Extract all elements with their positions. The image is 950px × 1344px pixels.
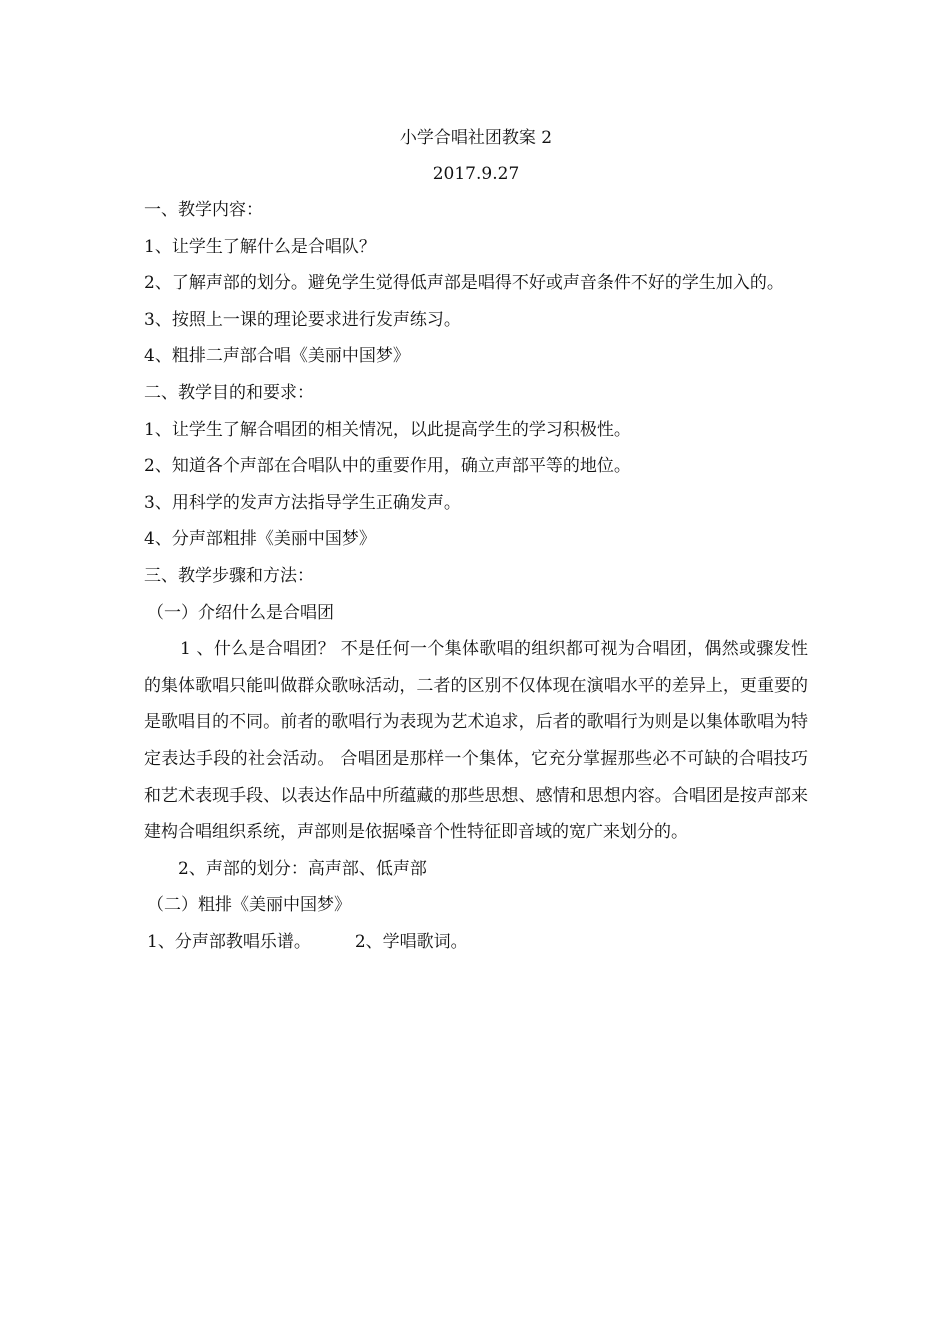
content-item-1: 1、让学生了解什么是合唱队？ [144, 236, 376, 257]
section-heading-steps: 三、教学步骤和方法： [144, 565, 314, 586]
goal-item-2: 2、知道各个声部在合唱队中的重要作用，确立声部平等的地位。 [144, 456, 631, 477]
step-part2-item2: 2、学唱歌词。 [354, 931, 468, 952]
step-part2-items [147, 924, 808, 961]
goal-item-1: 1、让学生了解合唱团的相关情况，以此提高学生的学习积极性。 [144, 419, 631, 440]
step-part2-heading: （二）粗排《美丽中国梦》 [147, 895, 351, 916]
goal-item-3: 3、用科学的发声方法指导学生正确发声。 [144, 492, 461, 513]
goal-item-4: 4、分声部粗排《美丽中国梦》 [144, 529, 376, 550]
section-heading-content: 一、教学内容： [144, 200, 263, 220]
document-body [144, 120, 808, 960]
document-title: 小学合唱社团教案 2 [399, 128, 553, 148]
document-date: 2017.9.27 [432, 164, 520, 184]
content-item-2: 2、了解声部的划分。避免学生觉得低声部是唱得不好或声音条件不好的学生加入的。 [144, 273, 784, 294]
section-heading-goals: 二、教学目的和要求： [144, 382, 314, 403]
step-part1-paragraph: 1 、什么是合唱团？ 不是任何一个集体歌唱的组织都可视为合唱团，偶然或骤发性的集体歌唱只能叫做群众歌咏活动，二者的区别不仅体现在演唱水平的差异上，更重要的是歌唱目的不同。前者的歌唱行为表现为艺术追求，后者的歌唱行为则是以集体歌唱为特定表达手段的社会活动。 合唱团是那样一个集体，它充分掌握那些必不可缺的合唱技巧和艺术表现手段、以表达作品中所蕴藏的那些思想、感情和思想内容。合唱团是按声部来建构合唱组织系统，声部则是依据嗓音个性特征即音域的宽广来划分的。 [144, 639, 808, 843]
step-part2-item1: 1、分声部教唱乐谱。 [147, 931, 311, 952]
content-item-3: 3、按照上一课的理论要求进行发声练习。 [144, 309, 461, 330]
content-item-4: 4、粗排二声部合唱《美丽中国梦》 [144, 346, 410, 367]
step-part1-item2: 2、声部的划分：高声部、低声部 [178, 858, 427, 879]
step-part1-heading: （一）介绍什么是合唱团 [147, 602, 334, 623]
